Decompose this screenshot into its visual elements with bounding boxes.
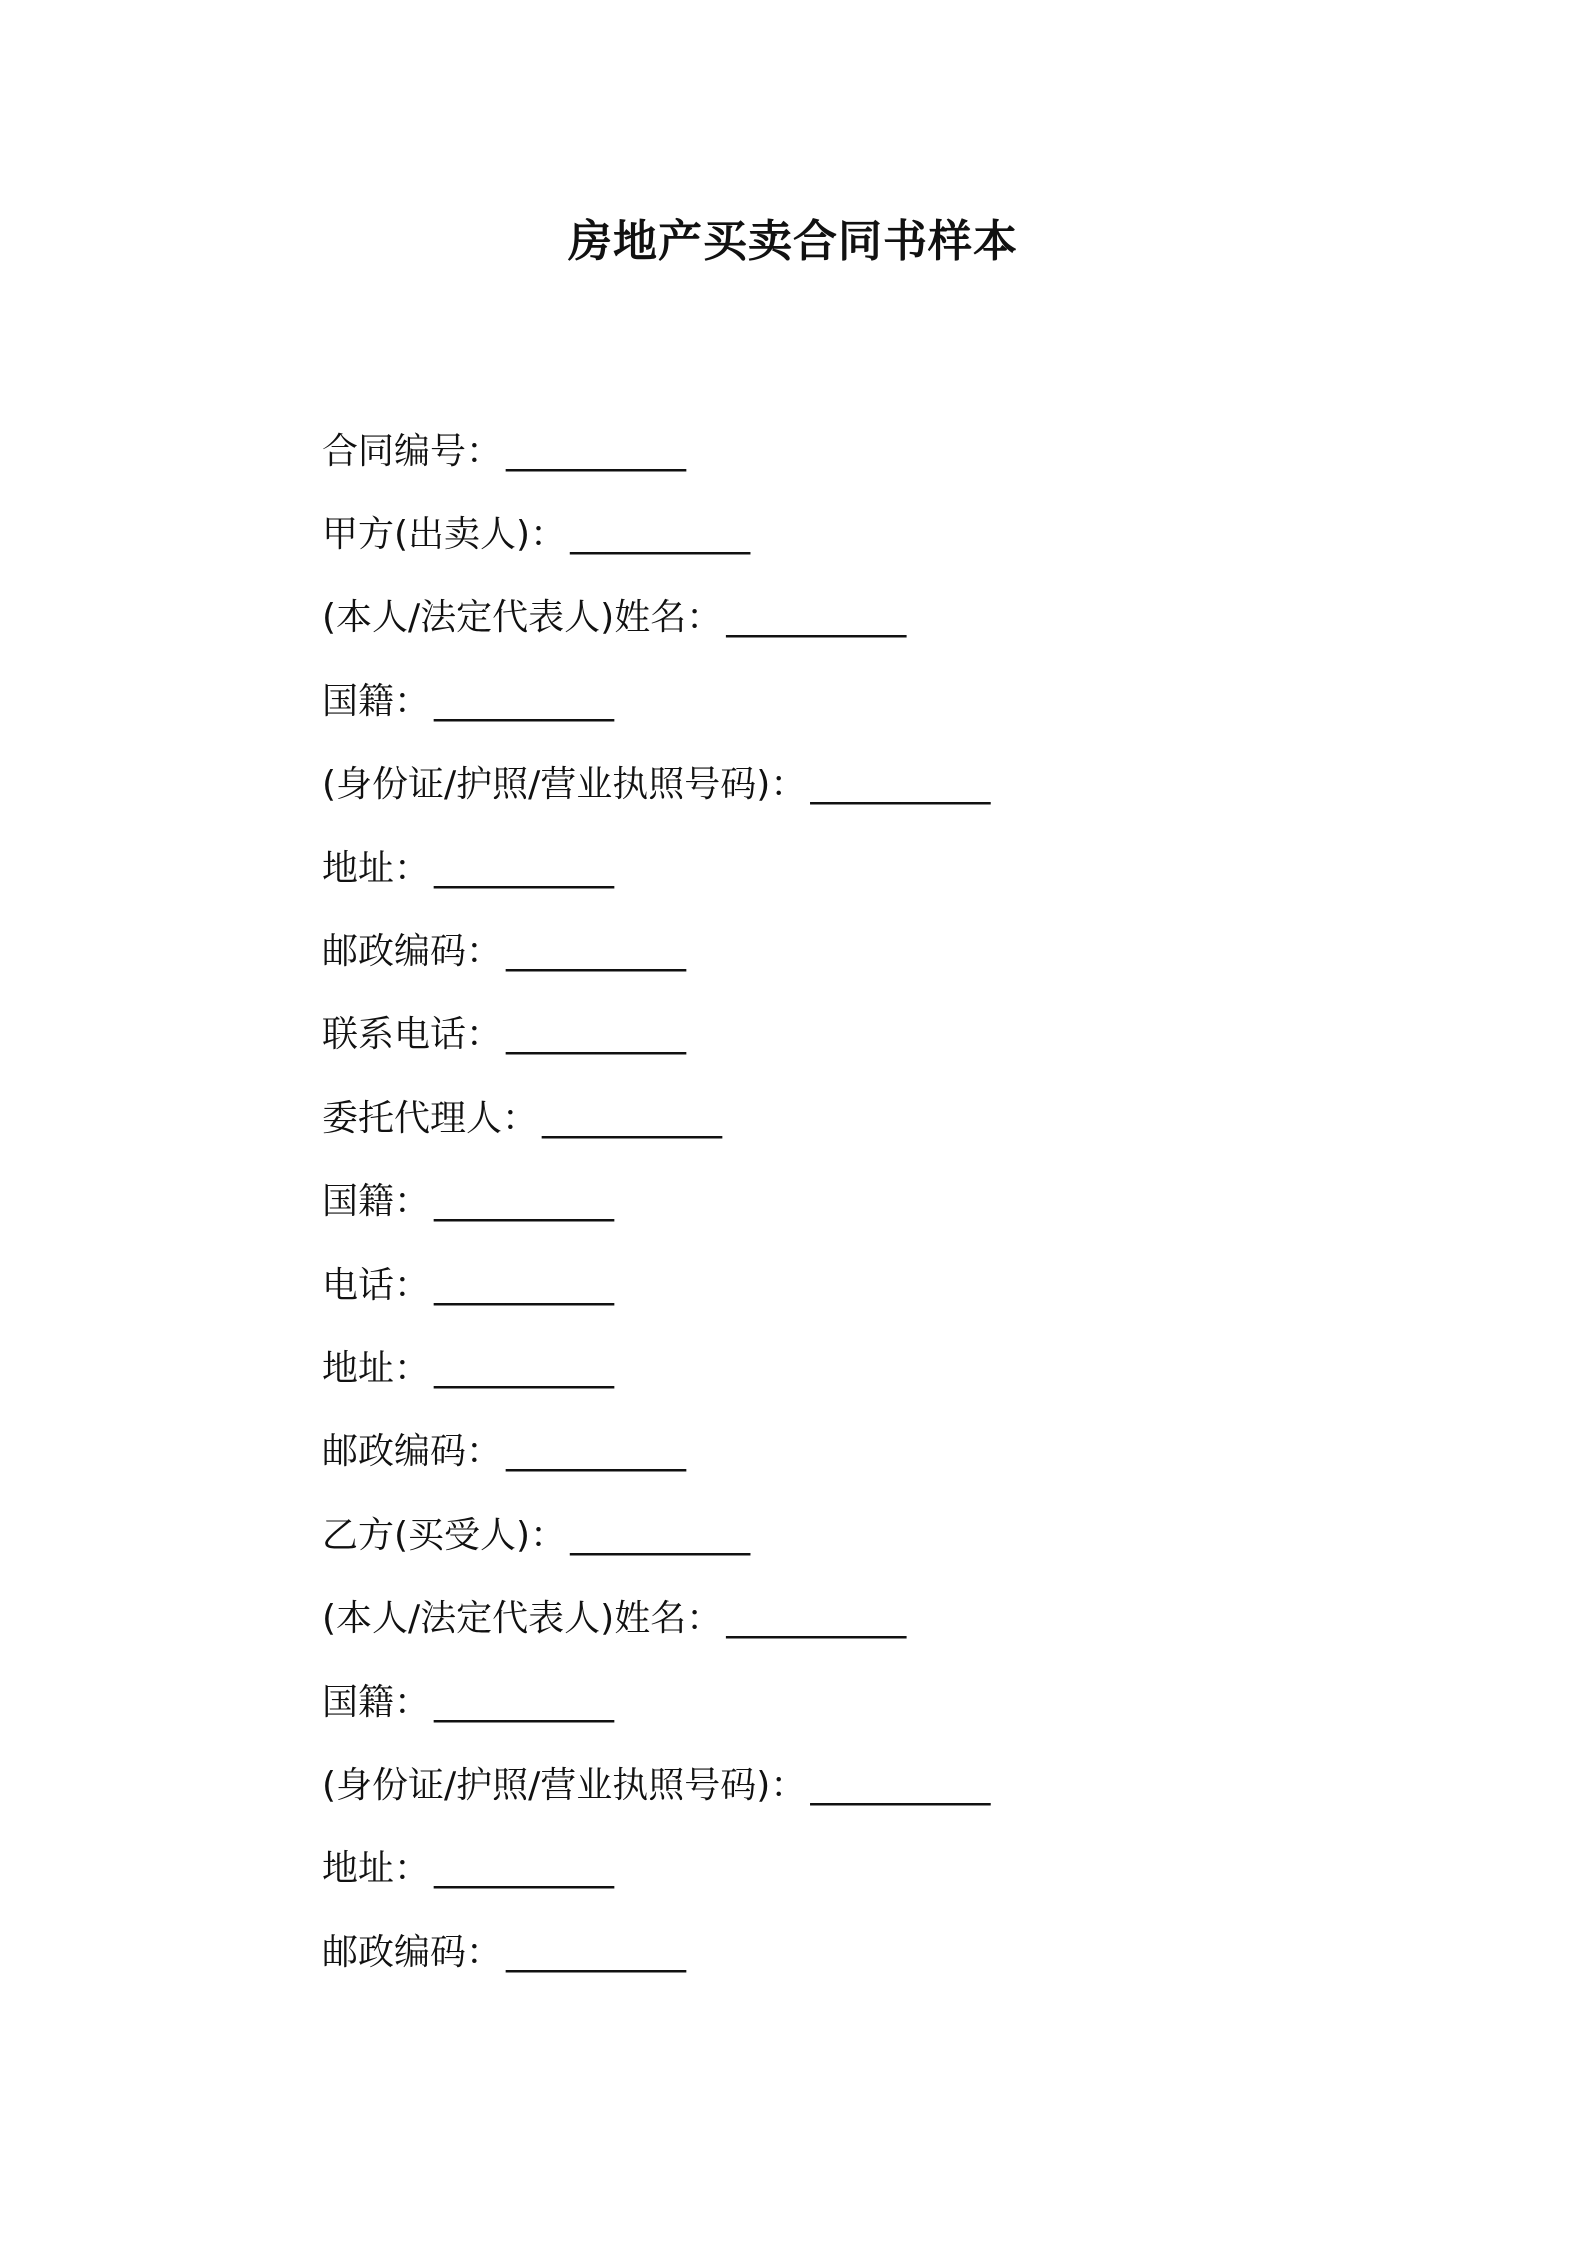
field-label: (身份证/护照/营业执照号码)： bbox=[322, 1764, 807, 1806]
field-row-party-a-name bbox=[322, 577, 1422, 660]
field-row-party-b-nationality bbox=[322, 1661, 1422, 1744]
field-row-party-b-name bbox=[322, 1577, 1422, 1660]
field-row-agent-nationality bbox=[322, 1161, 1422, 1244]
fill-in-blank: __________ bbox=[506, 1931, 687, 1973]
fill-in-blank: __________ bbox=[810, 764, 991, 806]
fill-in-blank: __________ bbox=[726, 1598, 907, 1640]
field-row-agent-phone bbox=[322, 1244, 1422, 1327]
field-label: (本人/法定代表人)姓名： bbox=[322, 597, 723, 639]
field-row-party-b-postcode bbox=[322, 1911, 1422, 1994]
field-row-agent-postcode bbox=[322, 1411, 1422, 1494]
field-label: 电话： bbox=[322, 1264, 431, 1306]
fill-in-blank: __________ bbox=[810, 1764, 991, 1806]
fill-in-blank: __________ bbox=[570, 1514, 751, 1556]
field-row-party-a-phone bbox=[322, 994, 1422, 1077]
document-title: 房地产买卖合同书样本 bbox=[568, 216, 1018, 267]
field-row-party-a bbox=[322, 493, 1422, 576]
fill-in-blank: __________ bbox=[542, 1097, 723, 1139]
fill-in-blank: __________ bbox=[434, 1347, 615, 1389]
field-label: 地址： bbox=[322, 1347, 431, 1389]
fill-in-blank: __________ bbox=[434, 1681, 615, 1723]
fill-in-blank: __________ bbox=[570, 514, 751, 556]
field-label: 邮政编码： bbox=[322, 1431, 503, 1473]
fill-in-blank: __________ bbox=[726, 597, 907, 639]
field-list bbox=[322, 410, 1422, 1994]
fill-in-blank: __________ bbox=[506, 1431, 687, 1473]
field-row-party-b-address bbox=[322, 1828, 1422, 1911]
fill-in-blank: __________ bbox=[434, 680, 615, 722]
field-label: 地址： bbox=[322, 847, 431, 889]
field-label: 国籍： bbox=[322, 1181, 431, 1223]
field-row-agent bbox=[322, 1077, 1422, 1160]
fill-in-blank: __________ bbox=[434, 1181, 615, 1223]
field-label: 邮政编码： bbox=[322, 1931, 503, 1973]
fill-in-blank: __________ bbox=[434, 1264, 615, 1306]
field-label: 甲方(出卖人)： bbox=[322, 514, 567, 556]
fill-in-blank: __________ bbox=[506, 1014, 687, 1056]
fill-in-blank: __________ bbox=[506, 430, 687, 472]
field-label: 地址： bbox=[322, 1848, 431, 1890]
fill-in-blank: __________ bbox=[434, 847, 615, 889]
field-label: 委托代理人： bbox=[322, 1097, 539, 1139]
field-label: 乙方(买受人)： bbox=[322, 1514, 567, 1556]
fill-in-blank: __________ bbox=[434, 1848, 615, 1890]
fill-in-blank: __________ bbox=[506, 931, 687, 973]
field-row-party-a-address bbox=[322, 827, 1422, 910]
field-label: 邮政编码： bbox=[322, 931, 503, 973]
field-row-agent-address bbox=[322, 1327, 1422, 1410]
field-row-contract-number bbox=[322, 410, 1422, 493]
field-label: (本人/法定代表人)姓名： bbox=[322, 1598, 723, 1640]
field-row-party-a-id-number bbox=[322, 744, 1422, 827]
field-label: 联系电话： bbox=[322, 1014, 503, 1056]
field-row-party-a-postcode bbox=[322, 910, 1422, 993]
field-label: 合同编号： bbox=[322, 430, 503, 472]
field-label: (身份证/护照/营业执照号码)： bbox=[322, 764, 807, 806]
field-row-party-b-id-number bbox=[322, 1744, 1422, 1827]
field-row-party-a-nationality bbox=[322, 660, 1422, 743]
field-row-party-b bbox=[322, 1494, 1422, 1577]
field-label: 国籍： bbox=[322, 1681, 431, 1723]
field-label: 国籍： bbox=[322, 680, 431, 722]
